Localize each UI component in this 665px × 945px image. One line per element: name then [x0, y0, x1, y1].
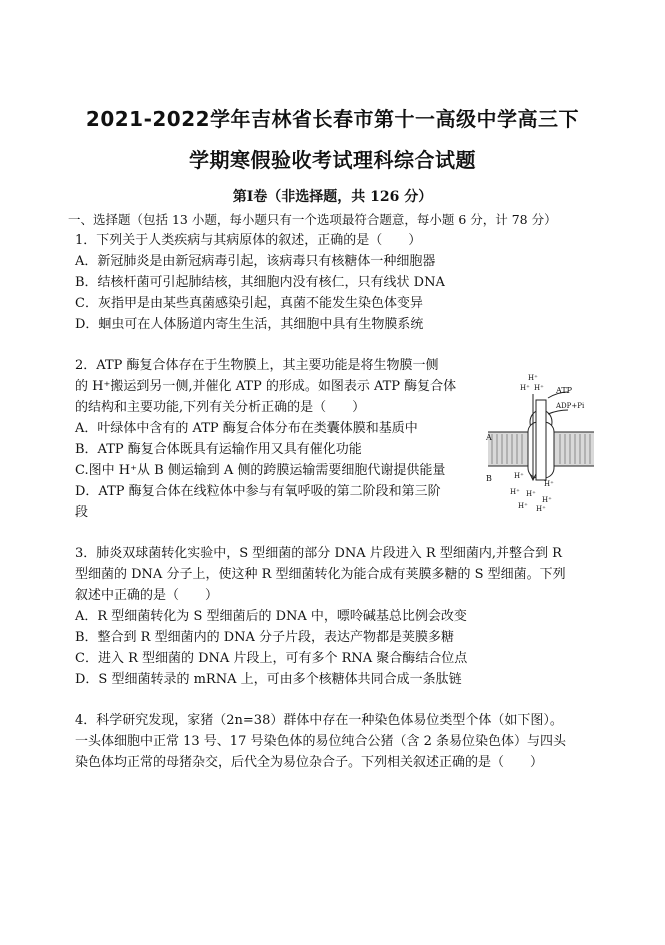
- atp-synthase-complex: [528, 400, 554, 480]
- question-2-stem-line-2: 的 H⁺搬运到另一侧,并催化 ATP 的形成。如图表示 ATP 酶复合体: [75, 379, 457, 394]
- question-3-stem-line-1: 3．肺炎双球菌转化实验中，S 型细菌的部分 DNA 片段进入 R 型细菌内,并整合到 R: [75, 546, 562, 561]
- atp-label: ATP: [556, 386, 573, 395]
- question-4-stem-line-3: 染色体均正常的母猪杂交，后代全为易位杂合子。下列相关叙述正确的是（ ）: [75, 755, 544, 770]
- title-line-1: 2021-2022学年吉林省长春市第十一高级中学高三下: [85, 107, 580, 131]
- question-3-option-c: C．进入 R 型细菌的 DNA 片段上，可有多个 RNA 聚合酶结合位点: [75, 651, 468, 666]
- proton-label: H⁺: [528, 374, 538, 382]
- question-2-option-c: C.图中 H⁺从 B 侧运输到 A 侧的跨膜运输需要细胞代谢提供能量: [75, 463, 446, 478]
- question-3-option-a: A．R 型细菌转化为 S 型细菌后的 DNA 中，嘌呤碱基总比例会改变: [75, 609, 467, 624]
- question-2-stem-line-1: 2．ATP 酶复合体存在于生物膜上，其主要功能是将生物膜一侧: [75, 358, 439, 373]
- proton-label: H⁺: [526, 490, 536, 498]
- proton-label: H⁺: [520, 384, 530, 392]
- adp-pi-label: ADP+Pi: [556, 402, 585, 410]
- question-2-option-b: B．ATP 酶复合体既具有运输作用又具有催化功能: [75, 442, 362, 457]
- question-1-option-d: D．蛔虫可在人体肠道内寄生生活，其细胞中具有生物膜系统: [75, 317, 424, 332]
- section-intro: 一、选择题（包括 13 小题，每小题只有一个选项最符合题意，每小题 6 分，计 78 分）: [68, 212, 557, 227]
- question-1-option-b: B．结核杆菌可引起肺结核，其细胞内没有核仁，只有线状 DNA: [75, 275, 445, 290]
- title-line-2: 学期寒假验收考试理科综合试题: [189, 148, 476, 172]
- question-1-option-a: A．新冠肺炎是由新冠病毒引起，该病毒只有核糖体一种细胞器: [75, 254, 436, 269]
- atp-synthase-diagram: [484, 370, 596, 512]
- question-2-option-d: D．ATP 酶复合体在线粒体中参与有氧呼吸的第二阶段和第三阶: [75, 484, 441, 499]
- side-a-label: A: [486, 433, 492, 442]
- proton-label: H⁺: [536, 505, 546, 512]
- question-1-stem: 1．下列关于人类疾病与其病原体的叙述，正确的是（ ）: [75, 233, 422, 248]
- proton-label: H⁺: [514, 472, 524, 480]
- question-4-stem-line-1: 4．科学研究发现，家猪（2n=38）群体中存在一种染色体易位类型个体（如下图）。: [75, 713, 563, 728]
- question-4-stem-line-2: 一头体细胞中正常 13 号、17 号染色体的易位纯合公猪（含 2 条易位染色体）与四头: [75, 734, 567, 749]
- proton-label: H⁺: [542, 496, 552, 504]
- proton-label: H⁺: [534, 384, 544, 392]
- question-1-option-c: C．灰指甲是由某些真菌感染引起，真菌不能发生染色体变异: [75, 296, 423, 311]
- question-3-option-b: B．整合到 R 型细菌内的 DNA 分子片段，表达产物都是荚膜多糖: [75, 630, 455, 645]
- question-3-option-d: D．S 型细菌转录的 mRNA 上，可由多个核糖体共同合成一条肽链: [75, 672, 462, 687]
- question-2-stem-line-3: 的结构和主要功能,下列有关分析正确的是（ ）: [75, 400, 366, 415]
- section-heading: 第Ⅰ卷（非选择题，共 126 分）: [232, 189, 433, 205]
- question-2-option-a: A．叶绿体中含有的 ATP 酶复合体分布在类囊体膜和基质中: [75, 421, 418, 436]
- side-b-label: B: [486, 474, 492, 483]
- proton-label: H⁺: [518, 502, 528, 510]
- question-2-option-d-cont: 段: [75, 505, 89, 520]
- question-3-stem-line-3: 叙述中正确的是（ ）: [75, 588, 219, 603]
- proton-label: H⁺: [544, 480, 554, 488]
- proton-label: H⁺: [510, 488, 520, 496]
- question-3-stem-line-2: 型细菌的 DNA 分子上，使这种 R 型细菌转化为能合成有荚膜多糖的 S 型细菌。下列: [75, 567, 566, 582]
